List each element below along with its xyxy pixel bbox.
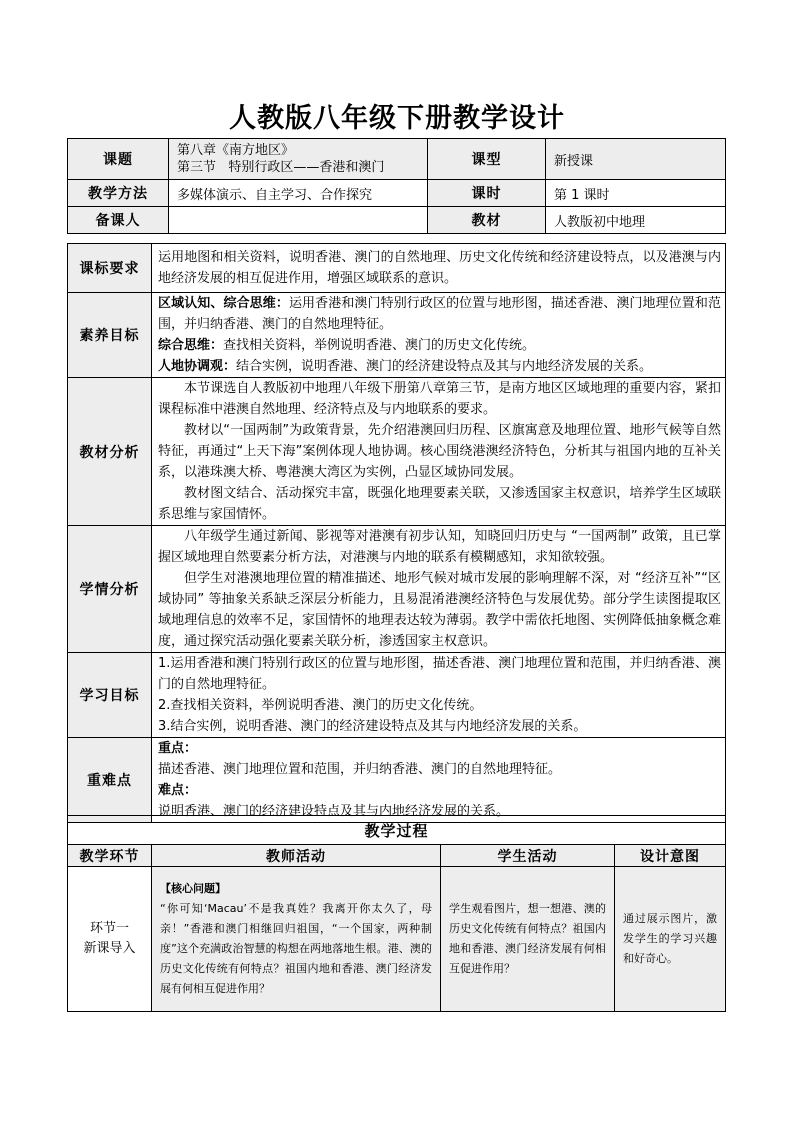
difficulty-title: 难点： (158, 783, 198, 798)
segment-cell (68, 867, 152, 1012)
teacher-activity-text: “你可知‘Macau’不是我真姓？我离开你太久了，母亲！”香港和澳门相继回归祖国，“一个国家，两种制度”这个充满政治智慧的构想在两地落地生根。港、澳的历史文化传统有何特点？祖国内地和香港、澳门经济发展有何相互促进作用？ (160, 902, 432, 995)
student-analysis-p2: 但学生对港澳地理位置的精准描述、地形气候对城市发展的影响理解不深，对 “经济互补”“区域协同” 等抽象关系缺乏深层分析能力，且易混淆港澳经济特色与发展优势。部分学生读图提取区域地理信息的效率不足，家国情怀的地理表达较为薄弱。教学中需依托地图、实例降低抽象概念难度，通过探究活动强化要素关联分析，渗透国家主权意识。 (158, 571, 721, 649)
textbook-label: 教材 (428, 207, 546, 234)
preparer-value (169, 207, 428, 234)
topic-chapter: 第八章《南方地区》 (177, 143, 295, 158)
process-col-intent: 设计意图 (615, 845, 726, 867)
key-point-text: 描述香港、澳门地理位置和范围，并归纳香港、澳门的自然地理特征。 (158, 762, 562, 777)
textbook-analysis-p3: 教材图文结合、活动探究丰富，既强化地理要素关联，又渗透国家主权意识，培养学生区域联系思维与家国情怀。 (158, 486, 721, 522)
literacy-p2-title: 综合思维： (158, 338, 224, 353)
process-col-student: 学生活动 (441, 845, 615, 867)
teacher-activity-cell (152, 867, 441, 1012)
student-analysis-label: 学情分析 (68, 526, 152, 653)
student-analysis-p1: 八年级学生通过新闻、影视等对港澳有初步认知，知晓回归历史与 “一国两制” 政策，且已掌握区域地理自然要素分析方法，对港澳与内地的联系有模糊感知，求知欲较强。 (158, 529, 721, 565)
student-analysis-row (68, 526, 726, 653)
textbook-analysis-row (68, 378, 726, 526)
student-analysis-content (152, 526, 726, 653)
textbook-value: 人教版初中地理 (546, 207, 726, 234)
table-row (68, 867, 726, 1012)
difficulty-text: 说明香港、澳门的经济建设特点及其与内地经济发展的关系。 (158, 804, 510, 819)
student-activity-cell: 学生观看图片，想一想港、澳的历史文化传统有何特点？祖国内地和香港、澳门经济发展有何相互促进作用？ (441, 867, 615, 1012)
preparer-label: 备课人 (68, 207, 169, 234)
objectives-label: 学习目标 (68, 653, 152, 738)
literacy-content (152, 293, 726, 378)
key-points-label: 重难点 (68, 738, 152, 823)
key-point-title: 重点： (158, 741, 198, 756)
type-value: 新授课 (546, 139, 726, 180)
key-points-content (152, 738, 726, 823)
process-col-segment: 教学环节 (68, 845, 152, 867)
hours-label: 课时 (428, 180, 546, 207)
literacy-row (68, 293, 726, 378)
segment-name: 新课导入 (83, 941, 136, 956)
literacy-p1-text: 运用香港和澳门特别行政区的位置与地形图，描述香港、澳门地理位置和范围，并归纳香港、澳门的自然地理特征。 (158, 296, 721, 332)
process-title: 教学过程 (68, 816, 726, 845)
header-table (67, 138, 726, 234)
design-intent-cell: 通过展示图片，激发学生的学习兴趣和好奇心。 (615, 867, 726, 1012)
literacy-p3-text: 结合实例，说明香港、澳门的经济建设特点及其与内地经济发展的关系。 (236, 359, 653, 374)
topic-section: 第三节 特别行政区——香港和澳门 (177, 160, 385, 175)
objective-item: 2.查找相关资料，举例说明香港、澳门的历史文化传统。 (158, 698, 483, 713)
process-col-teacher: 教师活动 (152, 845, 441, 867)
type-label: 课型 (428, 139, 546, 180)
textbook-analysis-p2: 教材以“一国两制”为政策背景，先介绍港澳回归历程、区旗寓意及地理位置、地形气候等自然特征，再通过“上天下海”案例体现人地协调。核心围绕港澳经济特色，分析其与祖国内地的互补关系，以港珠澳大桥、粤港澳大湾区为实例，凸显区域协同发展。 (158, 423, 721, 480)
objective-item: 3.结合实例，说明香港、澳门的经济建设特点及其与内地经济发展的关系。 (158, 719, 587, 734)
objectives-row (68, 653, 726, 738)
textbook-analysis-content (152, 378, 726, 526)
segment-number: 环节一 (89, 921, 129, 936)
textbook-analysis-label: 教材分析 (68, 378, 152, 526)
literacy-p2-text: 查找相关资料，举例说明香港、澳门的历史文化传统。 (223, 338, 536, 353)
literacy-p1-title: 区域认知、综合思维： (158, 296, 289, 311)
teacher-activity-heading: 【核心问题】 (160, 882, 226, 895)
page-title: 人教版八年级下册教学设计 (229, 103, 565, 134)
topic-value (169, 139, 428, 180)
literacy-p3-title: 人地协调观： (158, 359, 237, 374)
standard-text: 运用地图和相关资料，说明香港、澳门的自然地理、历史文化传统和经济建设特点，以及港澳与内地经济发展的相互促进作用，增强区域联系的意识。 (152, 244, 726, 293)
standard-row (68, 244, 726, 293)
method-label: 教学方法 (68, 180, 169, 207)
standard-label: 课标要求 (68, 244, 152, 293)
literacy-label: 素养目标 (68, 293, 152, 378)
design-table (67, 243, 726, 823)
objective-item: 1.运用香港和澳门特别行政区的位置与地形图，描述香港、澳门地理位置和范围，并归纳香港、澳门的自然地理特征。 (158, 656, 721, 692)
method-value: 多媒体演示、自主学习、合作探究 (169, 180, 428, 207)
topic-label: 课题 (68, 139, 169, 180)
objectives-content (152, 653, 726, 738)
hours-value: 第 1 课时 (546, 180, 726, 207)
process-table (67, 815, 726, 1012)
key-points-row (68, 738, 726, 823)
textbook-analysis-p1: 本节课选自人教版初中地理八年级下册第八章第三节，是南方地区区域地理的重要内容，紧扣课程标准中港澳自然地理、经济特点及与内地联系的要求。 (158, 381, 721, 417)
